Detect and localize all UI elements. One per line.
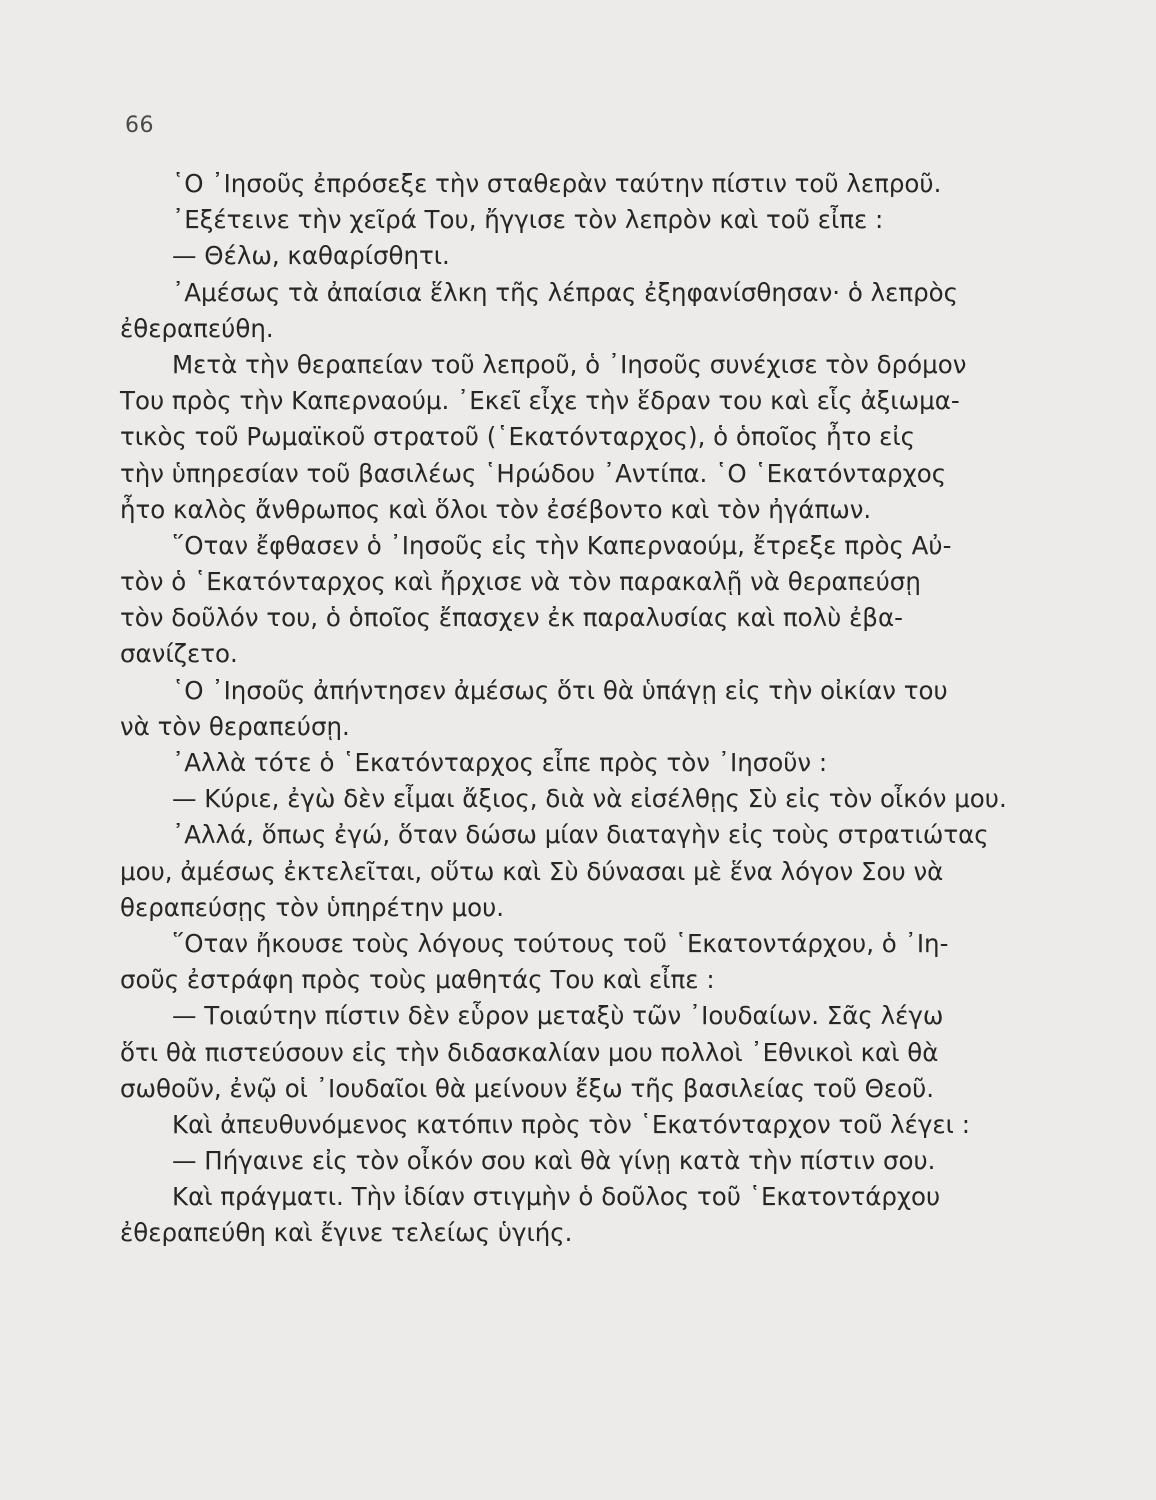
text-line: ᾿Αλλά, ὅπως ἐγώ, ὅταν δώσω μίαν διαταγὴν εἰς τοὺς στρατιώτας — [172, 820, 989, 850]
text-line: τὴν ὑπηρεσίαν τοῦ βασιλέως ῾Ηρώδου ᾿Αντίπα. ῾Ο ῾Εκατόνταρχος — [120, 458, 947, 488]
text-line: Καὶ ἀπευθυνόμενος κατόπιν πρὸς τὸν ῾Εκατόνταρχον τοῦ λέγει : — [172, 1109, 970, 1139]
text-line: — Τοιαύτην πίστιν δὲν εὗρον μεταξὺ τῶν ᾿Ιουδαίων. Σᾶς λέγω — [172, 1001, 944, 1031]
text-line: ἦτο καλὸς ἄνθρωπος καὶ ὅλοι τὸν ἐσέβοντο καὶ τὸν ἠγάπων. — [120, 494, 872, 524]
text-line: ἐθεραπεύθη καὶ ἔγινε τελείως ὑγιής. — [120, 1218, 573, 1248]
text-line: — Θέλω, καθαρίσθητι. — [172, 241, 450, 271]
text-line: τικὸς τοῦ Ρωμαϊκοῦ στρατοῦ (῾Εκατόνταρχος), ὁ ὁποῖος ἦτο εἰς — [120, 422, 916, 452]
text-line: νὰ τὸν θεραπεύσῃ. — [120, 711, 350, 741]
body-text — [120, 166, 1007, 1252]
text-line: μου, ἀμέσως ἐκτελεῖται, οὕτω καὶ Σὺ δύνασαι μὲ ἕνα λόγον Σου νὰ — [120, 856, 944, 886]
text-line: ᾿Αλλὰ τότε ὁ ῾Εκατόνταρχος εἶπε πρὸς τὸν ᾿Ιησοῦν : — [172, 748, 828, 777]
page-number: 66 — [125, 113, 154, 138]
text-line: ἐθεραπεύθη. — [120, 313, 274, 343]
text-line: σοῦς ἐστράφη πρὸς τοὺς μαθητάς Του καὶ εἶπε : — [120, 965, 715, 995]
text-line: σανίζετο. — [120, 639, 238, 669]
text-line: σωθοῦν, ἐνῷ οἱ ᾿Ιουδαῖοι θὰ μείνουν ἔξω τῆς βασιλείας τοῦ Θεοῦ. — [120, 1073, 935, 1103]
text-line: Του πρὸς τὴν Καπερναούμ. ᾿Εκεῖ εἶχε τὴν ἕδραν του καὶ εἷς ἀξιωμα- — [120, 386, 960, 416]
text-line: τὸν δοῦλόν του, ὁ ὁποῖος ἔπασχεν ἐκ παραλυσίας καὶ πολὺ ἐβα- — [120, 603, 903, 633]
text-line: ᾿Εξέτεινε τὴν χεῖρά Του, ἤγγισε τὸν λεπρὸν καὶ τοῦ εἶπε : — [172, 205, 884, 235]
text-line: — Πήγαινε εἰς τὸν οἶκόν σου καὶ θὰ γίνῃ κατὰ τὴν πίστιν σου. — [172, 1146, 936, 1176]
text-line: τὸν ὁ ῾Εκατόνταρχος καὶ ἤρχισε νὰ τὸν παρακαλῇ νὰ θεραπεύσῃ — [120, 567, 921, 597]
text-line: ᾿Αμέσως τὰ ἀπαίσια ἕλκη τῆς λέπρας ἐξηφανίσθησαν· ὁ λεπρὸς — [172, 277, 959, 307]
text-line: ῾Ο ᾿Ιησοῦς ἀπήντησεν ἀμέσως ὅτι θὰ ὑπάγῃ εἰς τὴν οἰκίαν του — [172, 675, 948, 705]
text-line: ὅτι θὰ πιστεύσουν εἰς τὴν διδασκαλίαν μου πολλοὶ ᾿Εθνικοὶ καὶ θὰ — [120, 1037, 939, 1067]
text-line: θεραπεύσῃς τὸν ὑπηρέτην μου. — [120, 892, 505, 922]
text-line: Μετὰ τὴν θεραπείαν τοῦ λεπροῦ, ὁ ᾿Ιησοῦς συνέχισε τὸν δρόμον — [172, 349, 967, 379]
text-line: ῾Ο ᾿Ιησοῦς ἐπρόσεξε τὴν σταθερὰν ταύτην πίστιν τοῦ λεπροῦ. — [172, 169, 942, 198]
text-line: — Κύριε, ἐγὼ δὲν εἶμαι ἄξιος, διὰ νὰ εἰσέλθῃς Σὺ εἰς τὸν οἶκόν μου. — [172, 784, 1007, 814]
text-line: ῞Οταν ἤκουσε τοὺς λόγους τούτους τοῦ ῾Εκατοντάρχου, ὁ ᾿Ιη- — [172, 928, 949, 958]
text-line: ῞Οταν ἔφθασεν ὁ ᾿Ιησοῦς εἰς τὴν Καπερναούμ, ἔτρεξε πρὸς Αὐ- — [172, 530, 952, 560]
text-line: Καὶ πράγματι. Τὴν ἰδίαν στιγμὴν ὁ δοῦλος τοῦ ῾Εκατοντάρχου — [172, 1182, 941, 1212]
